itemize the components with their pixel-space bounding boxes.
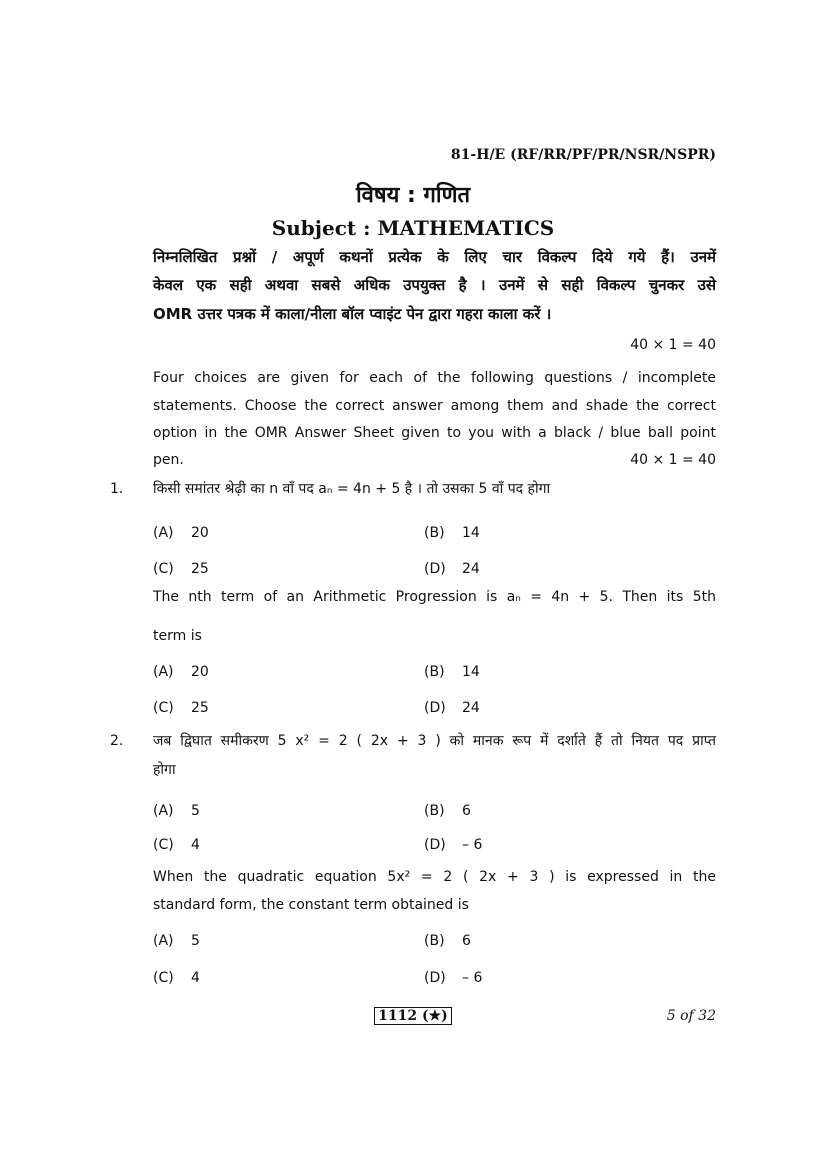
option-value: 6 bbox=[462, 933, 471, 949]
option-c bbox=[153, 559, 209, 579]
option-b bbox=[424, 801, 471, 821]
instruction-en-line: pen. bbox=[153, 452, 184, 468]
option-value: 4 bbox=[191, 970, 200, 986]
option-value: – 6 bbox=[462, 837, 483, 853]
option-label: (D) bbox=[424, 561, 446, 577]
option-label: (A) bbox=[153, 803, 174, 819]
option-value: 5 bbox=[191, 803, 200, 819]
booklet-code: 1112 (★) bbox=[374, 1007, 452, 1025]
option-label: (A) bbox=[153, 525, 174, 541]
title-english: Subject : MATHEMATICS bbox=[271, 216, 555, 240]
question-text-hi: किसी समांतर श्रेढ़ी का n वाँ पद aₙ = 4n + 5 है । तो उसका 5 वाँ पद होगा bbox=[153, 481, 551, 497]
option-label: (D) bbox=[424, 837, 446, 853]
option-label: (B) bbox=[424, 664, 445, 680]
instruction-en-line: statements. Choose the correct answer among them and shade the correct bbox=[153, 398, 716, 414]
question-text-hi: जब द्विघात समीकरण 5 x² = 2 ( 2x + 3 ) को मानक रूप में दर्शाते हैं तो नियत पद प्राप्त bbox=[153, 733, 716, 749]
option-value: 24 bbox=[462, 700, 480, 716]
marks-en: 40 × 1 = 40 bbox=[630, 452, 716, 468]
question-number: 1. bbox=[110, 481, 124, 497]
option-c bbox=[153, 698, 209, 718]
page-number: 5 of 32 bbox=[666, 1008, 716, 1024]
option-label: (B) bbox=[424, 933, 445, 949]
option-a bbox=[153, 801, 200, 821]
option-a bbox=[153, 931, 200, 951]
option-value: 6 bbox=[462, 803, 471, 819]
marks-hi: 40 × 1 = 40 bbox=[630, 337, 716, 353]
option-d bbox=[424, 835, 482, 855]
instruction-en-line: Four choices are given for each of the following questions / incomplete bbox=[153, 370, 716, 386]
option-value: 4 bbox=[191, 837, 200, 853]
question-text-en: standard form, the constant term obtained is bbox=[153, 897, 469, 913]
instruction-hi-line: OMR उत्तर पत्रक में काला/नीला बॉल प्वाइंट पेन द्वारा गहरा काला करें । bbox=[153, 305, 552, 323]
option-value: 20 bbox=[191, 664, 209, 680]
option-value: 25 bbox=[191, 700, 209, 716]
question-text-en: When the quadratic equation 5x² = 2 ( 2x + 3 ) is expressed in the bbox=[153, 869, 716, 885]
option-label: (C) bbox=[153, 970, 174, 986]
option-value: 20 bbox=[191, 525, 209, 541]
instruction-en-line: option in the OMR Answer Sheet given to you with a black / blue ball point bbox=[153, 425, 716, 441]
option-c bbox=[153, 835, 200, 855]
option-d bbox=[424, 968, 482, 988]
option-value: 5 bbox=[191, 933, 200, 949]
instruction-hi-line: केवल एक सही अथवा सबसे अधिक उपयुक्त है । उनमें से सही विकल्प चुनकर उसे bbox=[153, 276, 716, 294]
option-value: 14 bbox=[462, 664, 480, 680]
option-value: 14 bbox=[462, 525, 480, 541]
option-label: (B) bbox=[424, 803, 445, 819]
option-value: 25 bbox=[191, 561, 209, 577]
option-label: (D) bbox=[424, 970, 446, 986]
option-label: (A) bbox=[153, 664, 174, 680]
option-a bbox=[153, 523, 209, 543]
question-text-en: The nth term of an Arithmetic Progression is aₙ = 4n + 5. Then its 5th bbox=[153, 589, 716, 605]
question-text-en: term is bbox=[153, 628, 202, 644]
title-hindi: विषय : गणित bbox=[355, 183, 471, 208]
option-b bbox=[424, 662, 480, 682]
option-label: (C) bbox=[153, 700, 174, 716]
option-c bbox=[153, 968, 200, 988]
option-d bbox=[424, 559, 480, 579]
option-b bbox=[424, 523, 480, 543]
option-a bbox=[153, 662, 209, 682]
option-label: (D) bbox=[424, 700, 446, 716]
option-label: (C) bbox=[153, 837, 174, 853]
question-text-hi: होगा bbox=[153, 762, 176, 778]
option-label: (C) bbox=[153, 561, 174, 577]
option-d bbox=[424, 698, 480, 718]
option-b bbox=[424, 931, 471, 951]
option-value: 24 bbox=[462, 561, 480, 577]
question-number: 2. bbox=[110, 733, 124, 749]
instruction-hi-line: निम्नलिखित प्रश्नों / अपूर्ण कथनों प्रत्येक के लिए चार विकल्प दिये गये हैं। उनमें bbox=[153, 248, 716, 266]
option-label: (A) bbox=[153, 933, 174, 949]
option-label: (B) bbox=[424, 525, 445, 541]
paper-code: 81-H/E (RF/RR/PF/PR/NSR/NSPR) bbox=[450, 147, 716, 163]
option-value: – 6 bbox=[462, 970, 483, 986]
